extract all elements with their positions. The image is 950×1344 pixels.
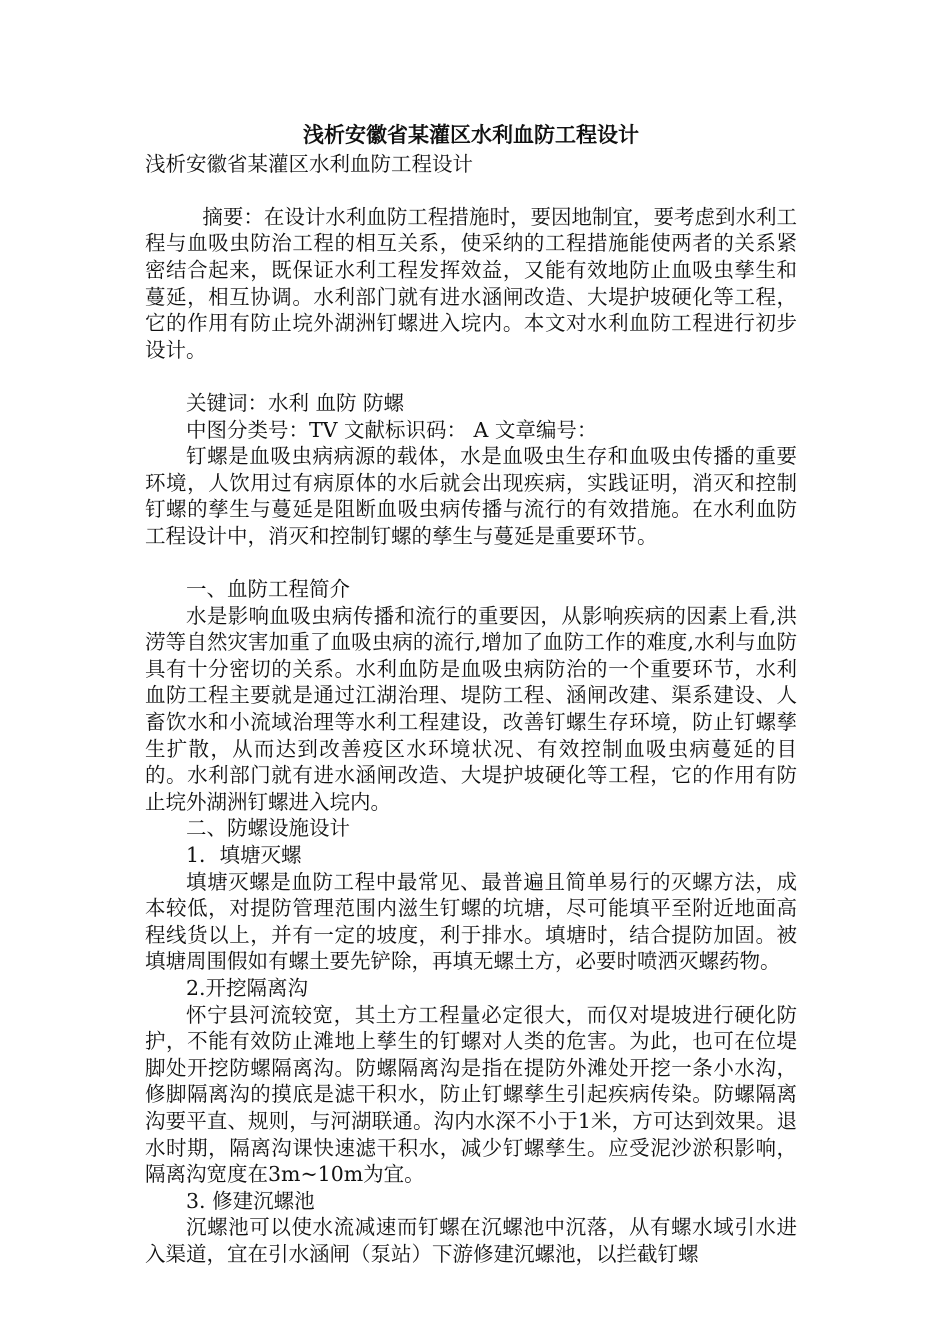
spacer: [145, 363, 797, 390]
classification-line: 中图分类号：TV 文献标识码： A 文章编号：: [186, 417, 598, 442]
spacer: [145, 177, 797, 204]
section-body-1: 水是影响血吸虫病传播和流行的重要因，从影响疾病的因素上看,洪涝等自然灾害加重了血吸虫病的流行,增加了血防工作的难度,水利与血防具有十分密切的关系。水利血防是血吸虫病防治的一个重要环节，水利血防工程主要就是通过江湖治理、堤防工程、涵闸改建、渠系建设、人畜饮水和小流域治理等水利工程建设，改善钉螺生存环境，防止钉螺孳生扩散，从而达到改善疫区水环境状况、有效控制血吸虫病蔓延的目的。水利部门就有进水涵闸改造、大堤护坡硬化等工程，它的作用有防止垸外湖洲钉螺进入垸内。: [145, 603, 797, 814]
section-heading-2: 二、防螺设施设计: [186, 816, 350, 841]
subsection-heading-1: 1．填塘灭螺: [186, 843, 302, 868]
subsection-heading-2: 2.开挖隔离沟: [186, 976, 309, 1000]
subsection-heading-3: 3. 修建沉螺池: [186, 1188, 315, 1213]
subsection-body-3: 沉螺池可以使水流减速而钉螺在沉螺池中沉落，从有螺水域引水进入渠道，宜在引水涵闸（泵站）下游修建沉螺池，以拦截钉螺: [145, 1215, 797, 1266]
abstract-paragraph: 摘要：在设计水利血防工程措施时，要因地制宜，要考虑到水利工程与血吸虫防治工程的相互关系，使采纳的工程措施能使两者的关系紧密结合起来，既保证水利工程发挥效益，又能有效地防止血吸虫孳生和蔓延，相互协调。水利部门就有进水涵闸改造、大堤护坡硬化等工程，它的作用有防止垸外湖洲钉螺进入垸内。本文对水利血防工程进行初步设计。: [145, 204, 797, 362]
document-page: [145, 118, 797, 1268]
subsection-body-2: 怀宁县河流较宽，其土方工程量必定很大，而仅对堤坡进行硬化防护，不能有效防止滩地上孳生的钉螺对人类的危害。为此，也可在位堤脚处开挖防螺隔离沟。防螺隔离沟是指在提防外滩处开挖一条小水沟，修脚隔离沟的摸底是滤干积水，防止钉螺孳生引起疾病传染。防螺隔离沟要平直、规则，与河湖联通。沟内水深不小于1米，方可达到效果。退水时期，隔离沟课快速滤干积水，减少钉螺孳生。应受泥沙淤积影响，隔离沟宽度在3m~10m为宜。: [145, 1002, 797, 1187]
section-heading-1: 一、血防工程简介: [186, 577, 350, 602]
keywords-line: 关键词：水利 血防 防螺: [186, 390, 405, 415]
intro-paragraph: 钉螺是血吸虫病病源的载体，水是血吸虫生存和血吸虫传播的重要环境，人饮用过有病原体的水后就会出现疾病，实践证明，消灭和控制钉螺的孳生与蔓延是阻断血吸虫病传播与流行的有效措施。在水利血防工程设计中，消灭和控制钉螺的孳生与蔓延是重要环节。: [145, 444, 797, 548]
document-subtitle: 浅析安徽省某灌区水利血防工程设计: [145, 151, 473, 176]
spacer: [145, 550, 797, 577]
document-title: 浅析安徽省某灌区水利血防工程设计: [303, 123, 639, 147]
subsection-body-1: 填塘灭螺是血防工程中最常见、最普遍且简单易行的灭螺方法，成本较低，对提防管理范围内滋生钉螺的坑塘，尽可能填平至附近地面高程线货以上，并有一定的坡度，利于排水。填塘时，结合提防加固。被填塘周围假如有螺土要先铲除，再填无螺土方，必要时喷洒灭螺药物。: [145, 869, 797, 974]
